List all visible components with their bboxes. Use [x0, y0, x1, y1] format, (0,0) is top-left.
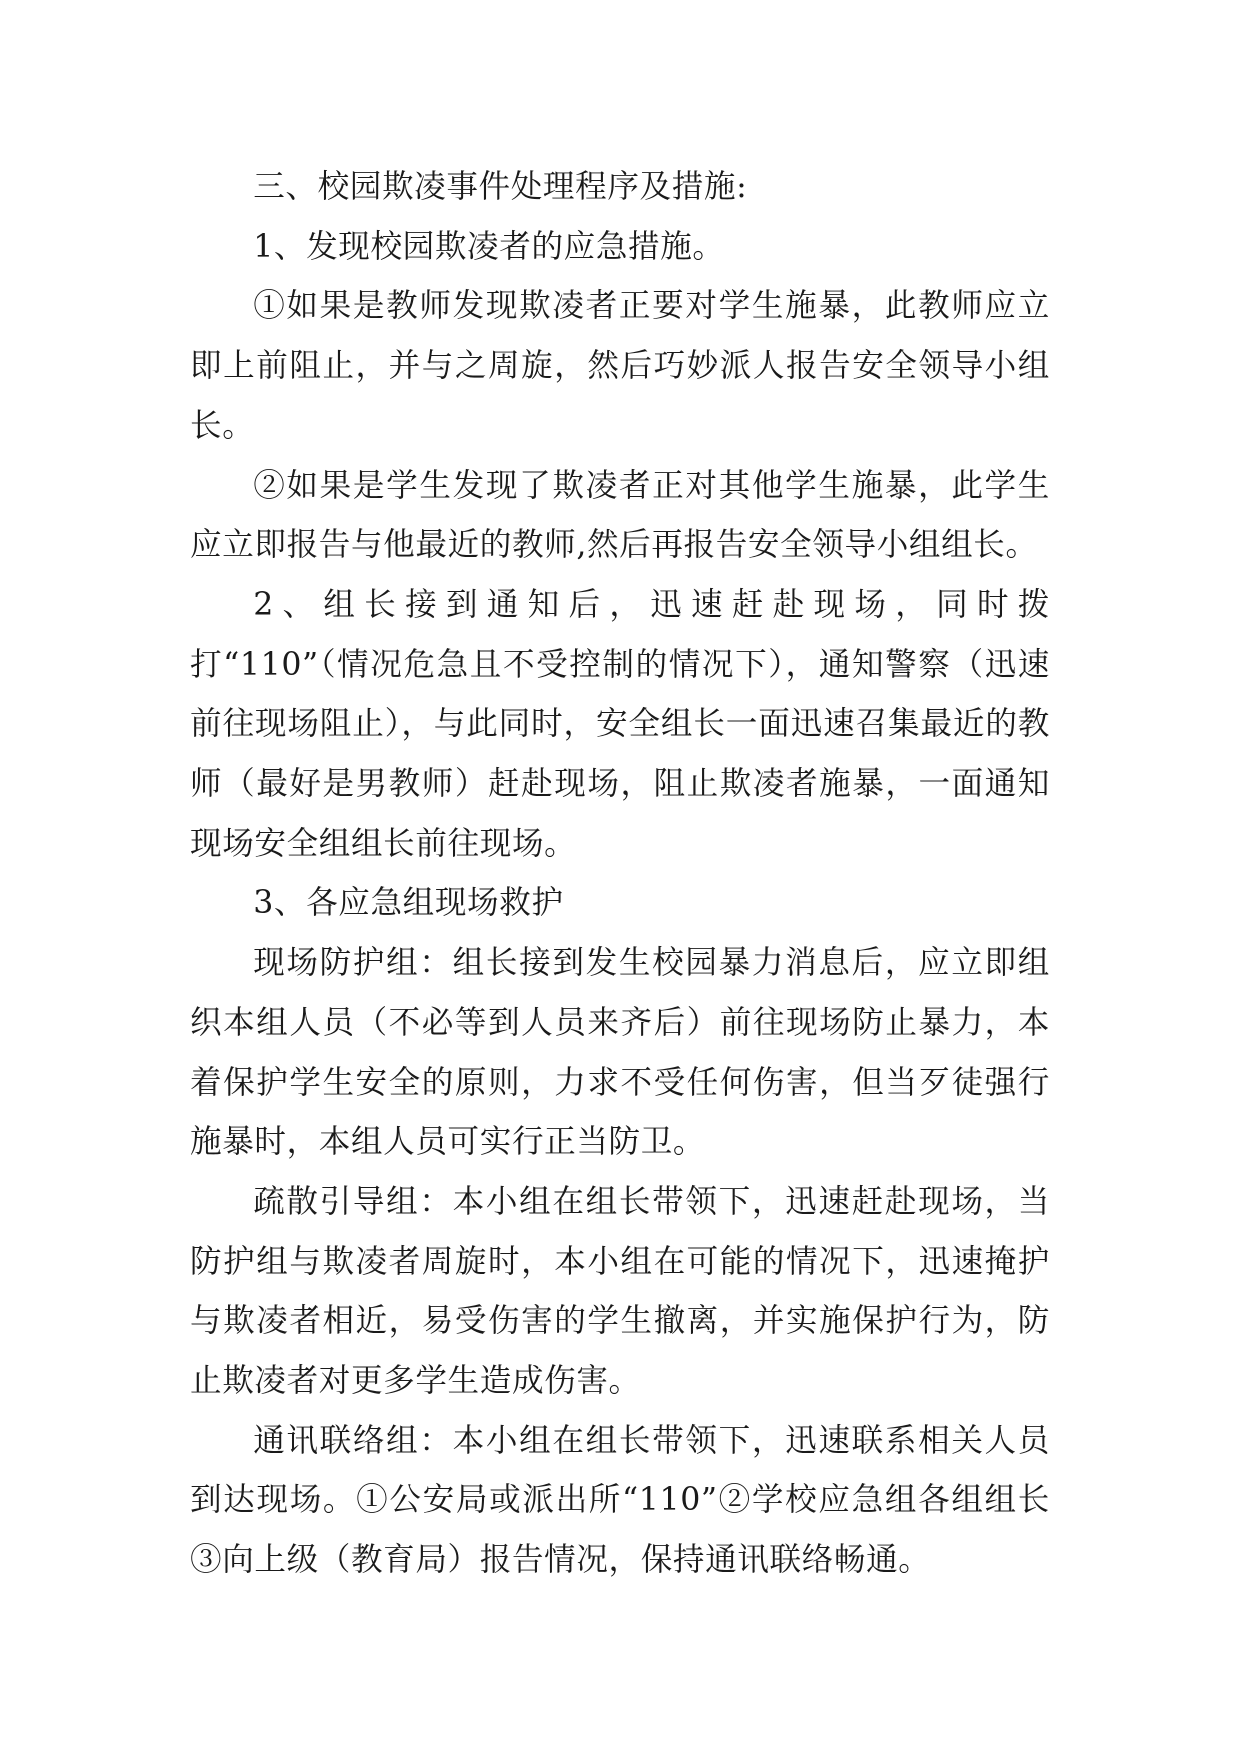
paragraph-student-response: ②如果是学生发现了欺凌者正对其他学生施暴，此学生应立即报告与他最近的教师,然后再报告安全领导小组组长。: [190, 467, 1050, 564]
document-page: [190, 158, 1050, 1591]
section-heading: 三、校园欺凌事件处理程序及措施:: [253, 169, 748, 205]
paragraph-protection-group: 现场防护组：组长接到发生校园暴力消息后，应立即组织本组人员（不必等到人员来齐后）前往现场防止暴力，本着保护学生安全的原则，力求不受任何伤害，但当歹徒强行施暴时，本组人员可实行正当防卫。: [190, 945, 1050, 1161]
paragraph-teacher-response: ①如果是教师发现欺凌者正要对学生施暴，此教师应立即上前阻止，并与之周旋，然后巧妙派人报告安全领导小组长。: [190, 288, 1050, 444]
paragraph-leader-response: 2、组长接到通知后，迅速赶赴现场，同时拨打“110”（情况危急且不受控制的情况下），通知警察（迅速前往现场阻止），与此同时，安全组长一面迅速召集最近的教师（最好是男教师）赶赴现场，阻止欺凌者施暴，一面通知现场安全组组长前往现场。: [190, 586, 1050, 862]
paragraph-communication-group: 通讯联络组：本小组在组长带领下，迅速联系相关人员到达现场。①公安局或派出所“110”②学校应急组各组组长③向上级（教育局）报告情况，保持通讯联络畅通。: [190, 1422, 1050, 1579]
paragraph-evacuation-group: 疏散引导组：本小组在组长带领下，迅速赶赴现场，当防护组与欺凌者周旋时，本小组在可能的情况下，迅速掩护与欺凌者相近，易受伤害的学生撤离，并实施保护行为，防止欺凌者对更多学生造成伤害。: [190, 1183, 1050, 1400]
subsection-heading-1: 1、发现校园欺凌者的应急措施。: [253, 228, 725, 265]
subsection-heading-3: 3、各应急组现场救护: [253, 885, 564, 922]
